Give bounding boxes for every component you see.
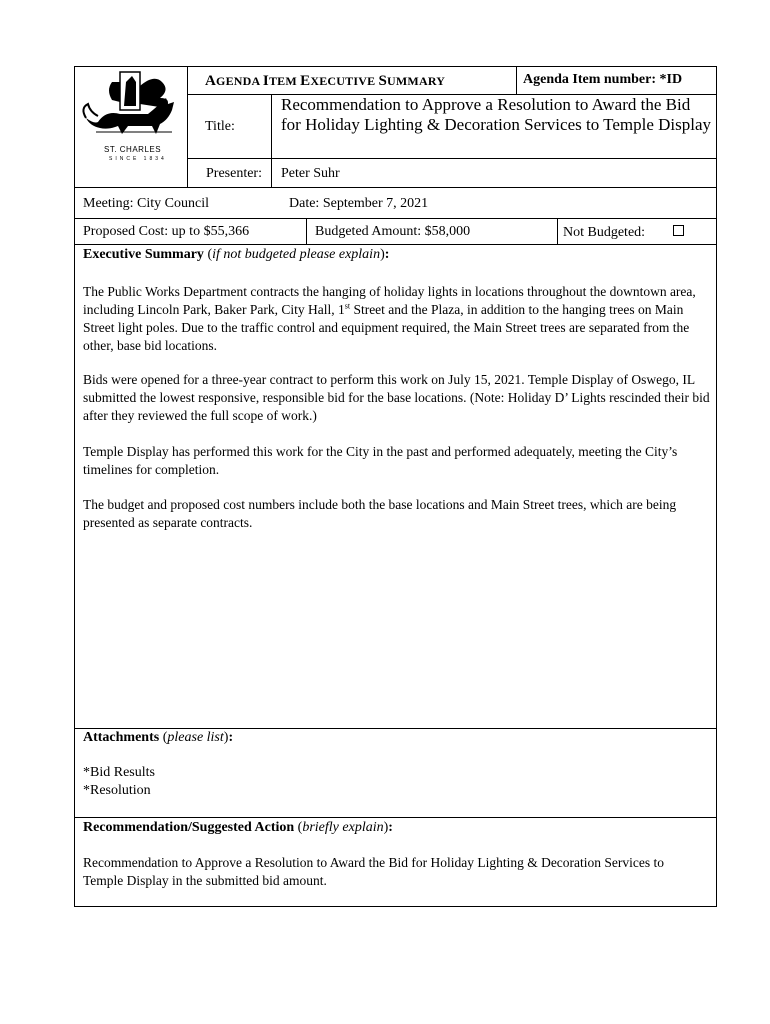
date-field: Date: September 7, 2021	[289, 196, 429, 211]
logo-tagline: SINCE 1834	[109, 156, 167, 162]
heading-note: if not budgeted please explain	[212, 247, 381, 262]
title-part: A	[205, 73, 217, 89]
rule	[75, 728, 717, 729]
attachment-item: *Bid Results	[83, 765, 155, 780]
agenda-item-number: Agenda Item number: *ID	[523, 72, 683, 87]
recommendation-heading: Recommendation/Suggested Action (briefly explain):	[83, 820, 393, 835]
heading-text: Recommendation/Suggested Action	[83, 820, 295, 835]
executive-summary-heading: Executive Summary (if not budgeted please explain):	[83, 247, 390, 262]
superscript: st	[344, 301, 351, 311]
rule	[187, 67, 188, 188]
agenda-form	[74, 66, 717, 907]
attachments-heading: Attachments (please list):	[83, 730, 234, 745]
recommendation-text: Recommendation to Approve a Resolution to Award the Bid for Holiday Lighting & Decoration Services to Temple Display in the submitted bid amount.	[83, 855, 665, 888]
title-part: GENDA	[216, 74, 263, 88]
rule	[75, 218, 717, 219]
paragraph-text: The Public Works Department contracts the hanging of holiday lights in locations throughout the downtown area, including Lincoln Park, Baker Park, City Hall, 1	[83, 284, 696, 317]
summary-paragraph-2: Bids were opened for a three-year contract to perform this work on July 15, 2021. Temple Display of Oswego, IL submitted the lowest responsive, responsible bid for the base locations. (Note: Holiday D’ Lights rescinded their bid after they reviewed the full scope of work.)	[83, 372, 710, 423]
rule	[187, 158, 717, 159]
summary-paragraph-1	[83, 283, 713, 355]
budgeted-amount: Budgeted Amount: $58,000	[315, 224, 471, 239]
rule	[75, 244, 717, 245]
title-part: XECUTIVE	[310, 74, 379, 88]
rule	[516, 67, 517, 95]
title-part: E	[300, 73, 311, 89]
summary-paragraph-3: Temple Display has performed this work for the City in the past and performed adequately, meeting the City’s timelines for completion.	[83, 444, 678, 477]
proposed-cost: Proposed Cost: up to $55,366	[83, 224, 250, 239]
rule	[271, 95, 272, 188]
rule	[75, 187, 717, 188]
meeting-field: Meeting: City Council	[83, 196, 209, 211]
presenter-label: Presenter:	[206, 166, 262, 181]
summary-paragraph-4: The budget and proposed cost numbers include both the base locations and Main Street trees, which are being presented as separate contracts.	[83, 497, 677, 530]
title-part: TEM	[268, 74, 301, 88]
not-budgeted-label: Not Budgeted:	[563, 225, 646, 240]
title-part: I	[262, 73, 269, 89]
rule	[306, 218, 307, 245]
heading-note: please list	[167, 730, 224, 745]
paragraph-text: Street and the Plaza, in addition to the hanging trees on Main Street light poles. Due to the traffic control and equipment required, the Main Street trees are separated from the other, base bid locations.	[83, 302, 690, 353]
title-label: Title:	[205, 119, 235, 134]
rule	[75, 817, 717, 818]
heading-note: briefly explain	[302, 820, 384, 835]
logo-name: ST. CHARLES	[104, 145, 162, 154]
heading-text: Executive Summary	[83, 247, 204, 262]
heading-text: Attachments	[83, 730, 160, 745]
city-logo	[76, 68, 187, 186]
presenter-value: Peter Suhr	[281, 166, 340, 181]
title-part: UMMARY	[387, 74, 446, 88]
rule	[557, 218, 558, 245]
fox-crest-icon	[76, 68, 187, 186]
title-value: Recommendation to Approve a Resolution to Award the Bid for Holiday Lighting & Decoration Services to Temple Display	[281, 95, 712, 134]
title-part: S	[378, 73, 388, 89]
attachment-item: *Resolution	[83, 783, 151, 798]
not-budgeted-checkbox[interactable]	[673, 225, 684, 236]
page-title	[205, 73, 445, 90]
